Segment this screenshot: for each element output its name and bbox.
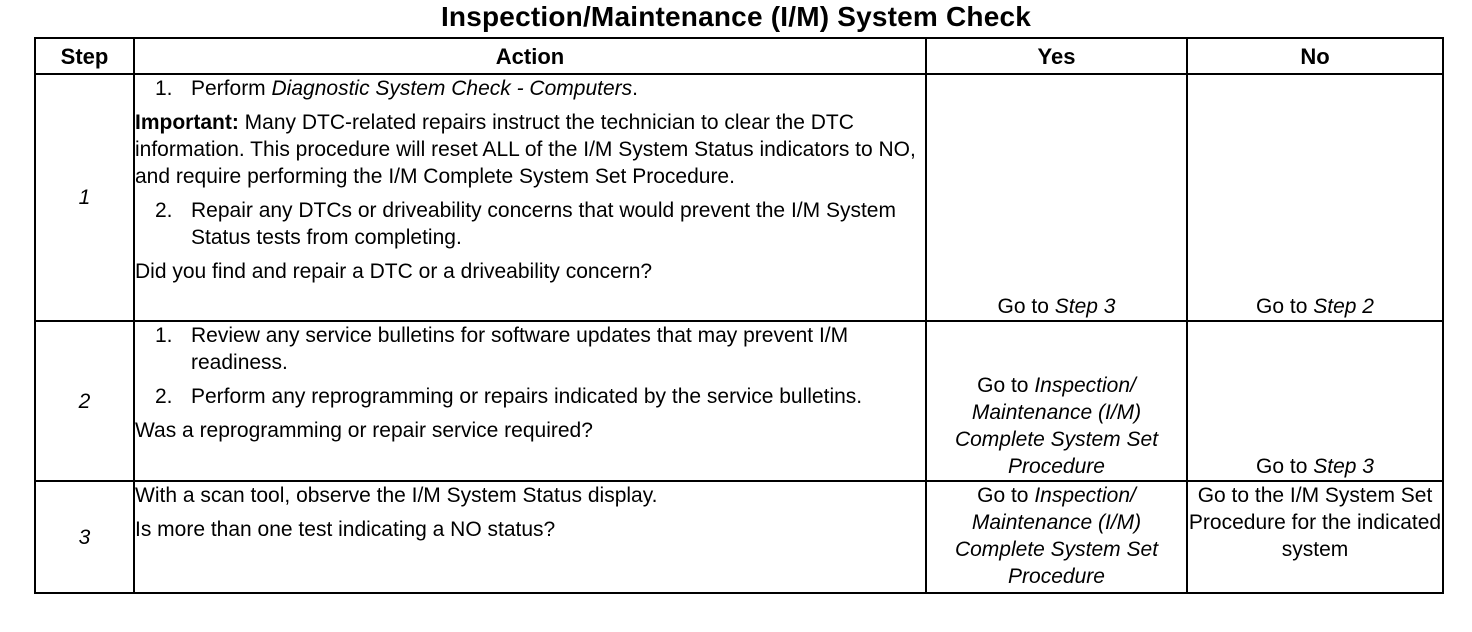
- list-text: Perform Diagnostic System Check - Computers.: [191, 77, 638, 100]
- important-note: [135, 109, 925, 190]
- no-step-link[interactable]: Step 2: [1313, 295, 1374, 318]
- list-number: 1.: [155, 324, 173, 347]
- action-cell: [134, 321, 926, 481]
- no-cell: Go to Step 3: [1187, 321, 1443, 481]
- action-list-item: [155, 322, 925, 376]
- step-number: 1: [35, 74, 134, 321]
- yes-cell: Go to Inspection/ Maintenance (I/M) Complete System Set Procedure: [926, 481, 1187, 593]
- action-text: With a scan tool, observe the I/M System Status display.: [135, 484, 658, 507]
- header-no: No: [1187, 38, 1443, 74]
- action-question: Is more than one test indicating a NO status?: [135, 518, 556, 541]
- table-row-step-2: [35, 321, 1443, 481]
- important-text: Many DTC-related repairs instruct the technician to clear the DTC information. This procedure will reset ALL of the I/M System Status indicators to NO, and require performing the I/M Complete System Set Procedure.: [135, 111, 916, 188]
- yes-procedure-link[interactable]: Inspection/ Maintenance (I/M) Complete System Set Procedure: [954, 374, 1159, 478]
- action-question: Did you find and repair a DTC or a driveability concern?: [135, 260, 653, 283]
- list-text: Repair any DTCs or driveability concerns that would prevent the I/M System Status tests from completing.: [191, 199, 896, 249]
- no-cell: Go to Step 2: [1187, 74, 1443, 321]
- table-row-step-1: [35, 74, 1443, 321]
- yes-cell: Go to Step 3: [926, 74, 1187, 321]
- action-question: Was a reprogramming or repair service required?: [135, 419, 593, 442]
- yes-cell: Go to Inspection/ Maintenance (I/M) Complete System Set Procedure: [926, 321, 1187, 481]
- action-list-item: [155, 383, 925, 410]
- yes-step-link[interactable]: Step 3: [1054, 295, 1116, 318]
- list-text: Perform any reprogramming or repairs indicated by the service bulletins.: [191, 385, 863, 408]
- list-number: 2.: [155, 199, 173, 222]
- table-row-step-3: [35, 481, 1443, 593]
- page-title: Inspection/Maintenance (I/M) System Check: [440, 1, 1032, 32]
- step-number: 2: [35, 321, 134, 481]
- list-number: 2.: [155, 385, 173, 408]
- procedure-reference: Diagnostic System Check - Computers: [271, 77, 633, 100]
- yes-procedure-link[interactable]: Inspection/ Maintenance (I/M) Complete System Set Procedure: [954, 484, 1159, 588]
- header-yes: Yes: [926, 38, 1187, 74]
- header-step: Step: [35, 38, 134, 74]
- action-cell: [134, 74, 926, 321]
- action-list-item: [155, 75, 925, 102]
- list-number: 1.: [155, 77, 173, 100]
- important-label: Important:: [135, 111, 239, 134]
- action-cell: [134, 481, 926, 593]
- table-header-row: [35, 38, 1443, 74]
- header-action: Action: [134, 38, 926, 74]
- system-check-table: [34, 37, 1444, 594]
- step-number: 3: [35, 481, 134, 593]
- no-cell: Go to the I/M System Set Procedure for the indicated system: [1187, 481, 1443, 593]
- list-text: Review any service bulletins for software updates that may prevent I/M readiness.: [191, 324, 849, 374]
- no-step-link[interactable]: Step 3: [1313, 455, 1374, 478]
- action-list-item: [155, 197, 925, 251]
